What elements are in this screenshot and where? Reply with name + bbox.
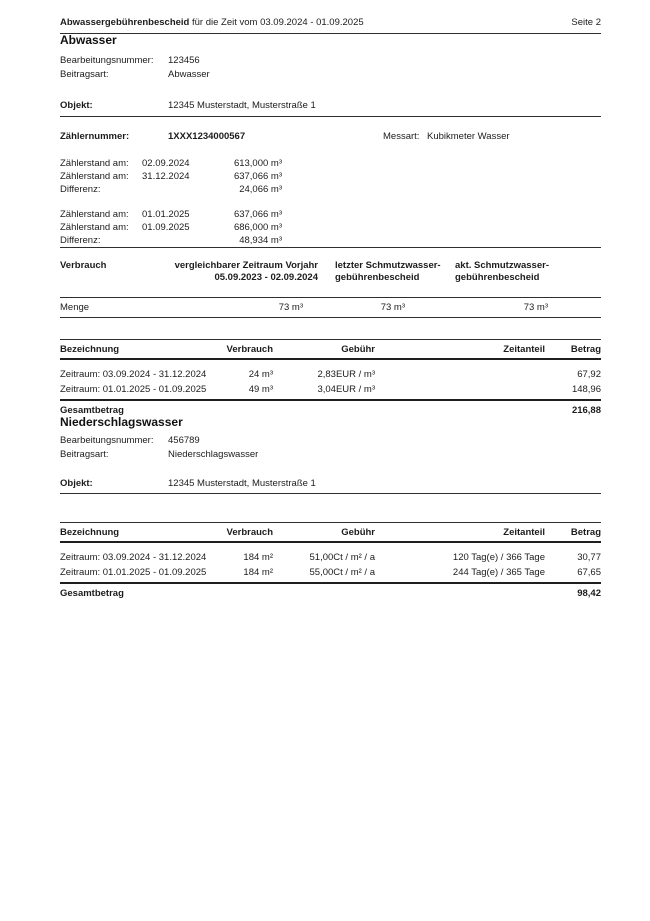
meter-difference-row <box>60 183 601 196</box>
fee-betrag: 67,92 <box>577 369 601 380</box>
col-header-verbrauch: Verbrauch <box>226 344 273 355</box>
meter-number-label: Zählernummer: <box>60 131 130 142</box>
consumption-table-header <box>60 260 601 284</box>
reading-date: 01.01.2025 <box>142 209 190 220</box>
divider-rule <box>60 247 601 248</box>
total-label: Gesamtbetrag <box>60 588 124 599</box>
fee-row <box>60 565 601 580</box>
meter-reading-row <box>60 170 601 183</box>
objekt-label: Objekt: <box>60 100 93 111</box>
fee-zeitanteil <box>375 367 545 382</box>
field-value: 123456 <box>168 55 200 66</box>
fee-gebuehr: 3,04EUR / m³ <box>317 384 375 395</box>
meter-number-row <box>60 130 601 143</box>
fee-bezeichnung: Zeitraum: 01.01.2025 - 01.09.2025 <box>60 567 207 578</box>
fee-verbrauch: 24 m³ <box>248 369 273 380</box>
menge-row <box>60 298 601 317</box>
total-amount: 98,42 <box>577 588 601 599</box>
field-value: 456789 <box>168 435 200 446</box>
divider-rule <box>60 358 601 360</box>
fee-betrag: 30,77 <box>577 552 601 563</box>
field-row <box>60 54 601 68</box>
menge-value: 73 m³ <box>278 302 303 313</box>
consumption-col-header: vergleichbarer Zeitraum Vorjahr 05.09.2023 - 02.09.2024 <box>174 260 318 283</box>
field-label: Bearbeitungsnummer: <box>60 55 154 66</box>
fee-row <box>60 367 601 382</box>
reading-date: 02.09.2024 <box>142 158 190 169</box>
col-header-verbrauch: Verbrauch <box>226 527 273 538</box>
reading-label: Zählerstand am: <box>60 171 129 182</box>
field-row <box>60 434 601 448</box>
fee-row <box>60 382 601 397</box>
field-row <box>60 448 601 462</box>
doc-title-bold: Abwassergebührenbescheid <box>60 17 190 28</box>
fee-table-header <box>60 340 601 358</box>
fee-bezeichnung: Zeitraum: 01.01.2025 - 01.09.2025 <box>60 384 207 395</box>
fee-table-rows <box>60 550 601 580</box>
col-header-gebuehr: Gebühr <box>341 344 375 355</box>
total-amount: 216,88 <box>571 405 601 416</box>
field-row <box>60 68 601 82</box>
reading-label: Zählerstand am: <box>60 222 129 233</box>
fee-gebuehr: 51,00Ct / m² / a <box>309 552 375 563</box>
fee-zeitanteil: 244 Tag(e) / 365 Tage <box>452 567 545 578</box>
reading-label: Differenz: <box>60 184 101 195</box>
field-value: Abwasser <box>168 68 210 80</box>
meter-reading-row <box>60 208 601 221</box>
doc-title-rest: für die Zeit vom 03.09.2024 - 01.09.2025 <box>189 17 364 28</box>
fee-table-rows <box>60 367 601 397</box>
total-row <box>60 584 601 599</box>
col-header-bezeichnung: Bezeichnung <box>60 344 120 355</box>
reading-value: 686,000 m³ <box>233 222 282 233</box>
field-label: Bearbeitungsnummer: <box>60 435 154 446</box>
reading-value: 613,000 m³ <box>233 158 282 169</box>
meter-number-value: 1XXX1234000567 <box>168 131 246 142</box>
reading-label: Zählerstand am: <box>60 158 129 169</box>
col-header-gebuehr: Gebühr <box>341 527 375 538</box>
meter-readings-group-1 <box>60 157 601 196</box>
reading-date: 31.12.2024 <box>142 171 190 182</box>
reading-date: 01.09.2025 <box>142 222 190 233</box>
section-heading-abwasser: Abwasser <box>60 33 117 47</box>
field-label: Beitragsart: <box>60 68 109 80</box>
reading-label: Zählerstand am: <box>60 209 129 220</box>
fee-bezeichnung: Zeitraum: 03.09.2024 - 31.12.2024 <box>60 552 207 563</box>
field-label: Beitragsart: <box>60 448 109 460</box>
meter-readings-group-2 <box>60 208 601 247</box>
abwasser-fields <box>60 54 601 81</box>
divider-rule <box>60 317 601 318</box>
fee-gebuehr: 55,00Ct / m² / a <box>309 567 375 578</box>
fee-verbrauch: 184 m² <box>243 552 273 563</box>
reading-value: 48,934 m³ <box>239 235 282 246</box>
menge-label: Menge <box>60 302 90 313</box>
menge-value: 73 m³ <box>380 302 405 313</box>
field-value: Niederschlagswasser <box>168 448 259 460</box>
objekt-label: Objekt: <box>60 478 93 489</box>
doc-title <box>60 17 364 28</box>
page-number: Seite 2 <box>571 17 601 28</box>
col-header-betrag: Betrag <box>570 344 601 355</box>
total-label: Gesamtbetrag <box>60 405 124 416</box>
fee-verbrauch: 184 m² <box>243 567 273 578</box>
divider-rule <box>60 541 601 543</box>
fee-table-header <box>60 523 601 541</box>
objekt-value: 12345 Musterstadt, Musterstraße 1 <box>168 478 316 489</box>
reading-label: Differenz: <box>60 235 101 246</box>
fee-gebuehr: 2,83EUR / m³ <box>317 369 375 380</box>
consumption-col-header: akt. Schmutzwasser- gebührenbescheid <box>455 260 549 283</box>
meter-reading-row <box>60 221 601 234</box>
messart-value: Kubikmeter Wasser <box>427 131 510 142</box>
total-row <box>60 401 601 416</box>
fee-verbrauch: 49 m³ <box>248 384 273 395</box>
niederschlagswasser-fields <box>60 434 601 461</box>
messart-label: Messart: <box>383 131 420 142</box>
consumption-col-header: letzter Schmutzwasser- gebührenbescheid <box>335 260 441 283</box>
consumption-col-header: Verbrauch <box>60 260 107 271</box>
fee-row <box>60 550 601 565</box>
col-header-zeitanteil: Zeitanteil <box>503 344 545 355</box>
col-header-betrag: Betrag <box>570 527 601 538</box>
menge-value: 73 m³ <box>523 302 548 313</box>
fee-zeitanteil <box>375 382 545 397</box>
reading-date <box>142 183 230 196</box>
reading-date <box>142 234 230 247</box>
meter-difference-row <box>60 234 601 247</box>
meter-reading-row <box>60 157 601 170</box>
objekt-row <box>60 99 601 117</box>
reading-value: 637,066 m³ <box>233 209 282 220</box>
reading-value: 24,066 m³ <box>239 184 282 195</box>
col-header-bezeichnung: Bezeichnung <box>60 527 120 538</box>
reading-value: 637,066 m³ <box>233 171 282 182</box>
objekt-row <box>60 477 601 494</box>
objekt-value: 12345 Musterstadt, Musterstraße 1 <box>168 100 316 111</box>
fee-betrag: 148,96 <box>571 384 601 395</box>
col-header-zeitanteil: Zeitanteil <box>503 527 545 538</box>
fee-bezeichnung: Zeitraum: 03.09.2024 - 31.12.2024 <box>60 369 207 380</box>
fee-betrag: 67,65 <box>577 567 601 578</box>
doc-header <box>60 0 601 34</box>
section-heading-niederschlagswasser: Niederschlagswasser <box>60 415 183 429</box>
fee-zeitanteil: 120 Tag(e) / 366 Tage <box>452 552 545 563</box>
